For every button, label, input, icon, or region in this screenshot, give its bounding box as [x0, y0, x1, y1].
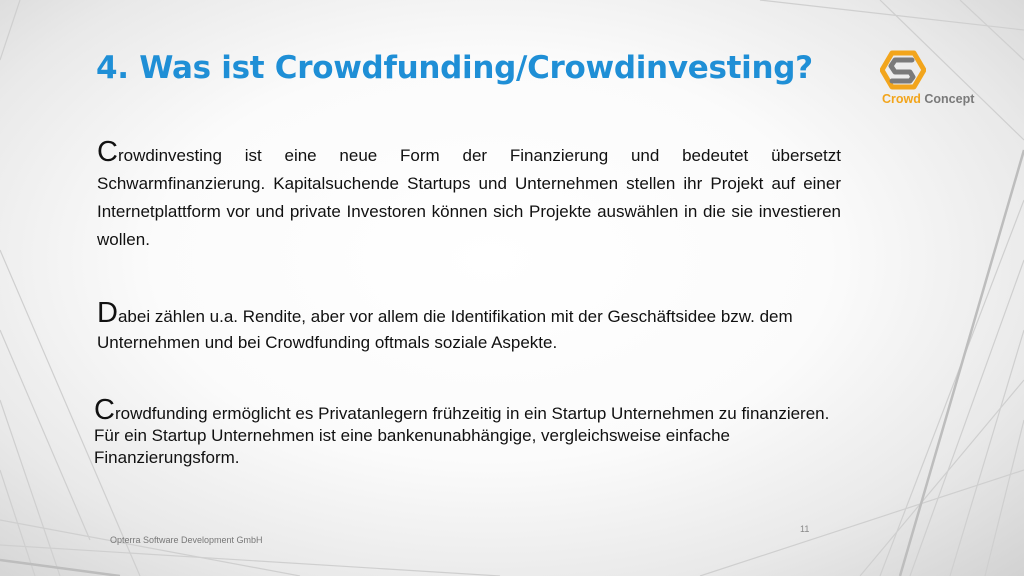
hexagon-s-logo-icon [880, 50, 926, 90]
paragraph-crowdfunding [94, 394, 854, 469]
slide-title: 4. Was ist Crowdfunding/Crowdinvesting? [96, 50, 813, 86]
crowd-concept-logo [872, 50, 975, 110]
footer-company: Opterra Software Development GmbH [110, 535, 263, 545]
logo-word-crowd: Crowd [882, 92, 921, 106]
drop-initial: D [97, 297, 118, 329]
drop-initial: C [97, 136, 118, 168]
paragraph-motivation [97, 297, 897, 356]
logo-word-concept: Concept [924, 92, 975, 106]
paragraph-crowdinvesting [97, 136, 841, 254]
drop-initial: C [94, 394, 115, 426]
paragraph-text: rowdinvesting ist eine neue Form der Finanzierung und bedeutet übersetzt Schwarmfinanzierung. Kapitalsuchende Startups und Unternehmen stellen ihr Projekt auf einer Internetplattform vor und private Investoren können sich Projekte auswählen in die sie investieren wollen. [97, 146, 841, 249]
paragraph-text: abei zählen u.a. Rendite, aber vor allem die Identifikation mit der Geschäftsidee bzw. dem Unternehmen und bei Crowdfunding oftmals soziale Aspekte. [97, 307, 793, 352]
logo-wordmark [882, 92, 974, 106]
paragraph-text: rowdfunding ermöglicht es Privatanlegern frühzeitig in ein Startup Unternehmen zu finanzieren. Für ein Startup Unternehmen ist eine bankenunabhängige, vergleichsweise einfache Finanzierungsform. [94, 404, 830, 467]
page-number: 11 [800, 524, 810, 534]
